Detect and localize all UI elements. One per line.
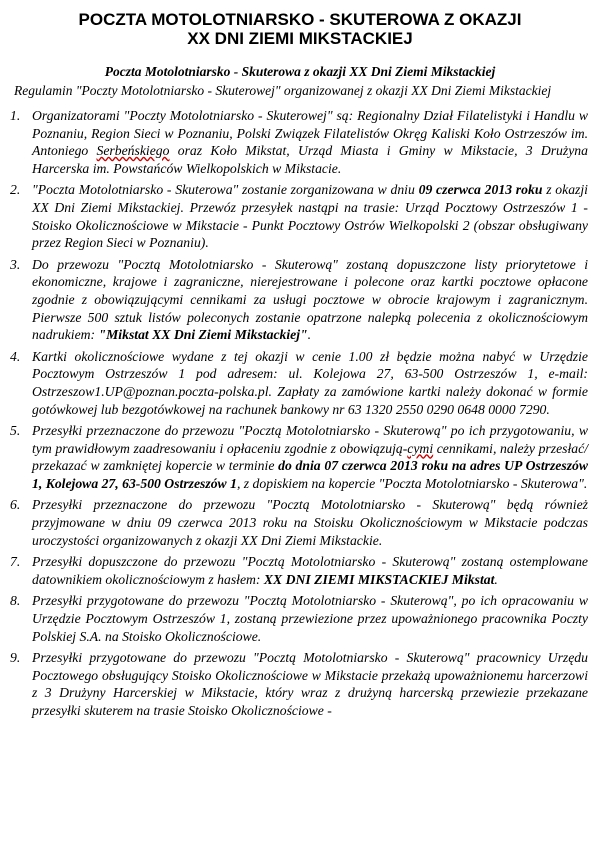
item-number: 7. bbox=[10, 554, 21, 570]
list-item bbox=[10, 553, 588, 588]
item-text: Przesyłki dopuszczone do przewozu "Pocztą Motolotniarsko - Skuterową" zostaną ostemplowane datownikiem okolicznościowym z hasłem: XX DNI ZIEMI MIKSTACKIEJ Mikstat. bbox=[32, 554, 588, 587]
list-item bbox=[10, 496, 588, 549]
item-number: 6. bbox=[10, 497, 21, 513]
item-number: 8. bbox=[10, 593, 21, 609]
item-number: 1. bbox=[10, 108, 21, 123]
item-number: 3. bbox=[10, 256, 21, 272]
item-text: "Poczta Motolotniarsko - Skuterowa" zostanie zorganizowana w dniu 09 czerwca 2013 roku z okazji XX Dni Ziemi Mikstackiej. Przewóz przesyłek nastąpi na trasie: Urząd Pocztowy Ostrzeszów 1 - Stoisko Okolicznościowe w Mikstacie - Punkt Pocztowy Ostrów Wielkopolski 2 (obszar obsługiwany przez Region Sieci w Poznaniu). bbox=[32, 182, 588, 251]
item-number: 4. bbox=[10, 348, 21, 364]
item-text: Przesyłki przeznaczone do przewozu "Pocztą Motolotniarsko - Skuterową" po ich przygotowaniu, w tym prawidłowym zaadresowaniu i opłaceniu zgodnie z obowiązują-cymi cennikami, należy przesłać/ przekazać w zamkniętej kopercie w terminie do dnia 07 czerwca 2013 roku na adres UP Ostrzeszów 1, Kolejowa 27, 63-500 Ostrzeszów 1, z dopiskiem na kopercie "Poczta Motolotniarsko - Skuterowa". bbox=[32, 423, 588, 491]
item-number: 9. bbox=[10, 650, 21, 666]
list-item bbox=[10, 348, 588, 418]
list-item bbox=[10, 256, 588, 344]
document-subtitle: Poczta Motolotniarsko - Skuterowa z okazji XX Dni Ziemi Mikstackiej bbox=[104, 64, 496, 79]
item-text: Kartki okolicznościowe wydane z tej okazji w cenie 1.00 zł będzie można nabyć w Urzędzie Pocztowym Ostrzeszów 1 pod adresem: ul. Kolejowa 27, 63-500 Ostrzeszów 1, e-mail: Ostrzeszow1.UP@poznan.poczta-polska.pl. Zapłaty za zamówione kartki należy dokonać w formie gotówkowej lub bezgotówkowej na rachunek bankowy nr 63 1320 2550 0290 0648 0000 7290. bbox=[32, 348, 588, 417]
intro-paragraph: Regulamin "Poczty Motolotniarsko - Skuterowej" organizowanej z okazji XX Dni Ziemi Mikstackiej bbox=[14, 83, 552, 98]
item-text: Do przewozu "Pocztą Motolotniarsko - Skuterową" zostaną dopuszczone listy priorytetowe i ekonomiczne, krajowe i zagraniczne, nierejestrowane i polecone oraz kartki pocztowe opłacone zgodnie z obowiązującymi cennikami za usługi pocztowe w obrocie krajowym i zagranicznym. Pierwsze 500 sztuk listów poleconych zostanie opatrzone nalepką polecenia z okolicznościowym nadrukiem: "Mikstat XX Dni Ziemi Mikstackiej". bbox=[32, 256, 588, 343]
item-text: Przesyłki przygotowane do przewozu "Pocztą Motolotniarsko - Skuterową", po ich opracowaniu w Urzędzie Pocztowym Ostrzeszów 1, zostaną przewiezione przez upoważnionego pracownika Poczty Polskiej S.A. na Stoisko Okolicznościowe. bbox=[32, 593, 588, 644]
document-title bbox=[0, 10, 600, 48]
list-item bbox=[10, 181, 588, 251]
item-text: Organizatorami "Poczty Motolotniarsko - Skuterowej" są: Regionalny Dział Filatelistyki i Handlu w Poznaniu, Region Sieci w Poznaniu, Polski Związek Filatelistów Okręg Kaliski Koło Ostrzeszów im. Antoniego Serbeńskiego oraz Koło Mikstat, Urząd Miasta i Gminy w Mikstacie, 3 Drużyna Harcerska im. Powstańców Wielkopolskich w Mikstacie. bbox=[32, 108, 588, 176]
title-line-2: XX DNI ZIEMI MIKSTACKIEJ bbox=[187, 29, 413, 48]
item-text: Przesyłki przeznaczone do przewozu "Pocztą Motolotniarsko - Skuterową" będą również przyjmowane w dniu 09 czerwca 2013 roku na Stoisku Okolicznościowym w Mikstacie podczas uroczystości organizowanych z okazji XX Dni Ziemi Mikstackie. bbox=[32, 497, 588, 548]
list-item bbox=[10, 592, 588, 645]
list-item bbox=[10, 422, 588, 492]
item-number: 2. bbox=[10, 182, 21, 198]
regulation-list bbox=[10, 107, 588, 720]
item-text: Przesyłki przygotowane do przewozu "Pocztą Motolotniarsko - Skuterową" pracownicy Urzędu Pocztowego obsługujący Stoisko Okolicznościowe w Mikstacie przekażą upoważnionemu harcerzowi z 3 Drużyny Harcerskiej w Mikstacie, który wraz z drużyną harcerską przewiezie przekazane przesyłki skuterem na trasie Stoisko Okolicznościowe - bbox=[32, 650, 588, 718]
title-line-1: POCZTA MOTOLOTNIARSKO - SKUTEROWA Z OKAZJI bbox=[78, 10, 522, 29]
list-item bbox=[10, 107, 588, 177]
item-number: 5. bbox=[10, 423, 21, 439]
list-item bbox=[10, 649, 588, 719]
